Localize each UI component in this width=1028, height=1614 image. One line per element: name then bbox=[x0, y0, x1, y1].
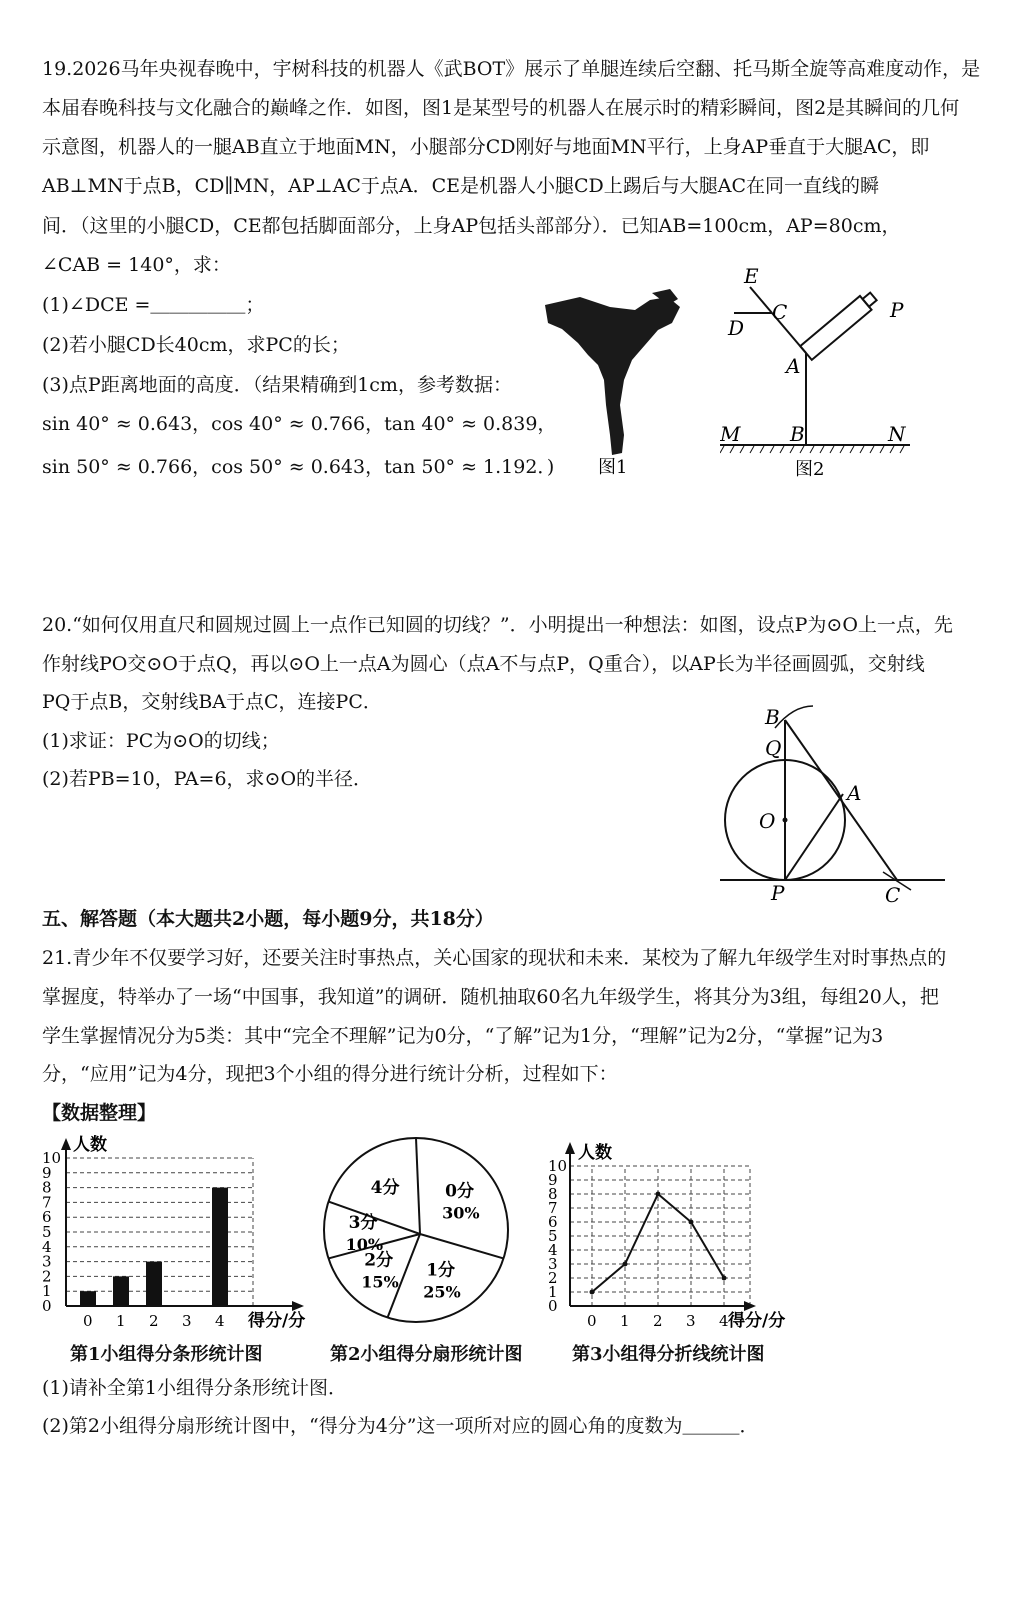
data-organization-heading: 【数据整理】 bbox=[42, 1102, 157, 1124]
bar-score-1 bbox=[113, 1276, 129, 1306]
label-b: B bbox=[790, 422, 805, 446]
label-p: P bbox=[890, 298, 904, 322]
x-tick-label: 1 bbox=[116, 1312, 126, 1330]
figure-2-caption: 图2 bbox=[795, 459, 825, 480]
y-tick-label: 4 bbox=[548, 1241, 558, 1259]
label-c: C bbox=[772, 300, 788, 324]
label-n: N bbox=[888, 422, 906, 446]
label-d: D bbox=[728, 316, 745, 340]
x-tick-label: 2 bbox=[653, 1312, 663, 1330]
pie-slice-label: 1分 bbox=[426, 1260, 456, 1281]
y-axis-arrow-icon bbox=[61, 1138, 71, 1150]
pie-slice-percent: 15% bbox=[361, 1272, 399, 1292]
ground-hatching bbox=[720, 446, 904, 453]
y-tick-label: 1 bbox=[548, 1283, 558, 1301]
q19-reference-data-2: sin 50° ≈ 0.766，cos 50° ≈ 0.643，tan 50° ≈ 1.192．) bbox=[42, 456, 555, 478]
x-axis-arrow-icon bbox=[292, 1301, 304, 1311]
q21-text-line-2: 掌握度，特举办了一场“中国事，我知道”的调研．随机抽取60名九年级学生，将其分为3组，每组20人，把 bbox=[42, 986, 939, 1008]
y-axis-arrow-icon bbox=[565, 1142, 575, 1154]
q19-text-line-5: 间．（这里的小腿CD，CE都包括脚面部分，上身AP包括头部部分）．已知AB=100cm，AP=80cm， bbox=[42, 215, 901, 237]
label-a: A bbox=[847, 781, 862, 805]
section-5-heading: 五、解答题（本大题共2小题，每小题9分，共18分） bbox=[42, 908, 494, 930]
q19-text-line-3: 示意图，机器人的一腿AB直立于地面MN，小腿部分CD刚好与地面MN平行，上身AP垂直于大腿AC，即 bbox=[42, 136, 930, 158]
line-point-score-1 bbox=[623, 1262, 628, 1267]
group-1-bar-chart bbox=[28, 1130, 318, 1340]
q19-part-1: (1)∠DCE =＿＿＿＿＿； bbox=[42, 294, 265, 316]
label-q: Q bbox=[765, 736, 782, 760]
q19-figure-2-diagram bbox=[720, 265, 920, 480]
q19-part-3: (3)点P距离地面的高度．（结果精确到1cm，参考数据： bbox=[42, 374, 512, 396]
bar-score-4 bbox=[212, 1188, 228, 1306]
bar-chart-title: 第1小组得分条形统计图 bbox=[70, 1344, 263, 1365]
label-b: B bbox=[765, 705, 780, 729]
y-tick-label: 9 bbox=[548, 1171, 558, 1189]
q19-text-line-1: 19.2026马年央视春晚中，宇树科技的机器人《武BOT》展示了单腿连续后空翻、托马斯全旋等高难度动作，是 bbox=[42, 58, 981, 80]
y-tick-label: 4 bbox=[42, 1237, 52, 1256]
x-tick-label: 1 bbox=[620, 1312, 630, 1330]
line-chart-grid bbox=[570, 1166, 750, 1306]
y-tick-label: 7 bbox=[548, 1199, 558, 1217]
center-point-o bbox=[783, 818, 788, 823]
line-chart-x-ticks bbox=[587, 1312, 729, 1330]
y-tick-label: 10 bbox=[548, 1157, 568, 1175]
bar-score-2 bbox=[146, 1262, 162, 1306]
pie-chart-title: 第2小组得分扇形统计图 bbox=[330, 1344, 523, 1365]
bar-score-0 bbox=[80, 1291, 96, 1306]
y-tick-label: 3 bbox=[42, 1252, 52, 1271]
line-chart-title: 第3小组得分折线统计图 bbox=[572, 1344, 765, 1365]
q20-part-1: (1)求证：PC为⊙O的切线； bbox=[42, 730, 280, 752]
q20-part-2: (2)若PB=10，PA=6，求⊙O的半径． bbox=[42, 768, 373, 790]
q20-text-line-2: 作射线PO交⊙O于点Q，再以⊙O上一点A为圆心（点A不与点P，Q重合），以AP长为半径画圆弧，交射线 bbox=[42, 653, 925, 675]
q21-text-line-1: 21.青少年不仅要学习好，还要关注时事热点，关心国家的现状和未来．某校为了解九年级学生对时事热点的 bbox=[42, 947, 947, 969]
x-tick-label: 4 bbox=[719, 1312, 729, 1330]
y-tick-label: 1 bbox=[42, 1282, 52, 1301]
pie-slice-label: 4分 bbox=[370, 1177, 400, 1198]
robot-silhouette bbox=[545, 289, 680, 455]
label-p: P bbox=[771, 881, 785, 905]
line-chart-x-label: 得分/分 bbox=[728, 1311, 786, 1331]
segment-ce bbox=[750, 287, 772, 313]
y-tick-label: 5 bbox=[548, 1227, 558, 1245]
label-e: E bbox=[744, 265, 759, 288]
bar-chart-x-ticks bbox=[83, 1312, 225, 1330]
y-tick-label: 2 bbox=[42, 1267, 52, 1286]
pie-slice-label: 3分 bbox=[348, 1213, 378, 1233]
q19-figure-1-robot bbox=[540, 285, 690, 475]
label-a: A bbox=[786, 354, 801, 378]
y-tick-label: 8 bbox=[42, 1178, 52, 1197]
x-tick-label: 3 bbox=[686, 1312, 696, 1330]
y-tick-label: 10 bbox=[42, 1149, 62, 1167]
line-point-score-4 bbox=[722, 1276, 727, 1281]
y-tick-label: 0 bbox=[548, 1297, 558, 1315]
y-tick-label: 6 bbox=[42, 1208, 52, 1227]
line-chart-y-ticks bbox=[548, 1157, 567, 1315]
line-point-score-2 bbox=[656, 1192, 661, 1197]
x-tick-label: 0 bbox=[83, 1312, 93, 1330]
pie-slice-label: 2分 bbox=[364, 1250, 394, 1271]
pie-slice-percent: 10% bbox=[345, 1235, 384, 1254]
q21-text-line-4: 分，“应用”记为4分，现把3个小组的得分进行统计分析，过程如下： bbox=[42, 1063, 618, 1085]
q21-text-line-3: 学生掌握情况分为5类：其中“完全不理解”记为0分，“了解”记为1分，“理解”记为2分，“掌握”记为3 bbox=[42, 1025, 884, 1047]
q20-text-line-3: PQ于点B，交射线BA于点C，连接PC． bbox=[42, 691, 382, 713]
y-tick-label: 6 bbox=[548, 1213, 558, 1231]
x-tick-label: 3 bbox=[182, 1312, 192, 1330]
pie-slice-divider bbox=[420, 1234, 503, 1258]
y-tick-label: 7 bbox=[42, 1193, 52, 1212]
pie-labels bbox=[346, 1177, 480, 1302]
figure-1-caption: 图1 bbox=[598, 457, 628, 475]
line-point-score-0 bbox=[590, 1290, 595, 1295]
q20-circle-tangent-figure bbox=[715, 700, 955, 915]
q19-text-line-4: AB⊥MN于点B，CD∥MN，AP⊥AC于点A．CE是机器人小腿CD上踢后与大腿AC在同一直线的瞬 bbox=[42, 175, 880, 197]
label-c: C bbox=[885, 883, 901, 907]
q19-text-line-6: ∠CAB = 140°，求： bbox=[42, 254, 231, 276]
y-tick-label: 3 bbox=[548, 1255, 558, 1273]
q21-part-2: (2)第2小组得分扇形统计图中，“得分为4分”这一项所对应的圆心角的度数为＿＿＿． bbox=[42, 1415, 759, 1437]
segment-pa bbox=[785, 794, 843, 880]
q19-part-2: (2)若小腿CD长40cm，求PC的长； bbox=[42, 334, 350, 356]
x-tick-label: 0 bbox=[587, 1312, 597, 1330]
upper-body-ap bbox=[800, 290, 879, 360]
group-2-pie-chart bbox=[318, 1132, 518, 1332]
group-3-line-chart bbox=[540, 1136, 810, 1336]
q19-text-line-2: 本届春晚科技与文化融合的巅峰之作．如图，图1是某型号的机器人在展示时的精彩瞬间，图2是其瞬间的几何 bbox=[42, 97, 960, 119]
label-o: O bbox=[759, 809, 776, 833]
pie-slice-percent: 30% bbox=[442, 1203, 480, 1223]
y-tick-label: 9 bbox=[42, 1163, 52, 1182]
q19-reference-data-1: sin 40° ≈ 0.643，cos 40° ≈ 0.766，tan 40° ≈ 0.839， bbox=[42, 413, 557, 435]
bar-chart-x-label: 得分/分 bbox=[248, 1311, 306, 1331]
y-tick-label: 8 bbox=[548, 1185, 558, 1203]
pie-slice-label: 0分 bbox=[445, 1181, 475, 1202]
x-tick-label: 2 bbox=[149, 1312, 159, 1330]
pie-slice-percent: 25% bbox=[423, 1282, 461, 1302]
x-tick-label: 4 bbox=[215, 1312, 225, 1330]
arc-at-b bbox=[775, 706, 813, 728]
pie-slice-divider bbox=[416, 1138, 420, 1234]
y-tick-label: 5 bbox=[42, 1223, 52, 1241]
y-tick-label: 2 bbox=[548, 1269, 558, 1287]
bar-chart-y-label: 人数 bbox=[73, 1135, 107, 1155]
label-m: M bbox=[720, 422, 741, 446]
q21-part-1: (1)请补全第1小组得分条形统计图． bbox=[42, 1377, 348, 1399]
y-tick-label: 0 bbox=[42, 1297, 52, 1315]
bar-chart-y-ticks bbox=[42, 1149, 61, 1315]
q20-text-line-1: 20.“如何仅用直尺和圆规过圆上一点作已知圆的切线？”．小明提出一种想法：如图，设点P为⊙O上一点，先 bbox=[42, 614, 953, 636]
line-point-score-3 bbox=[689, 1220, 694, 1225]
line-chart-y-label: 人数 bbox=[578, 1143, 612, 1163]
